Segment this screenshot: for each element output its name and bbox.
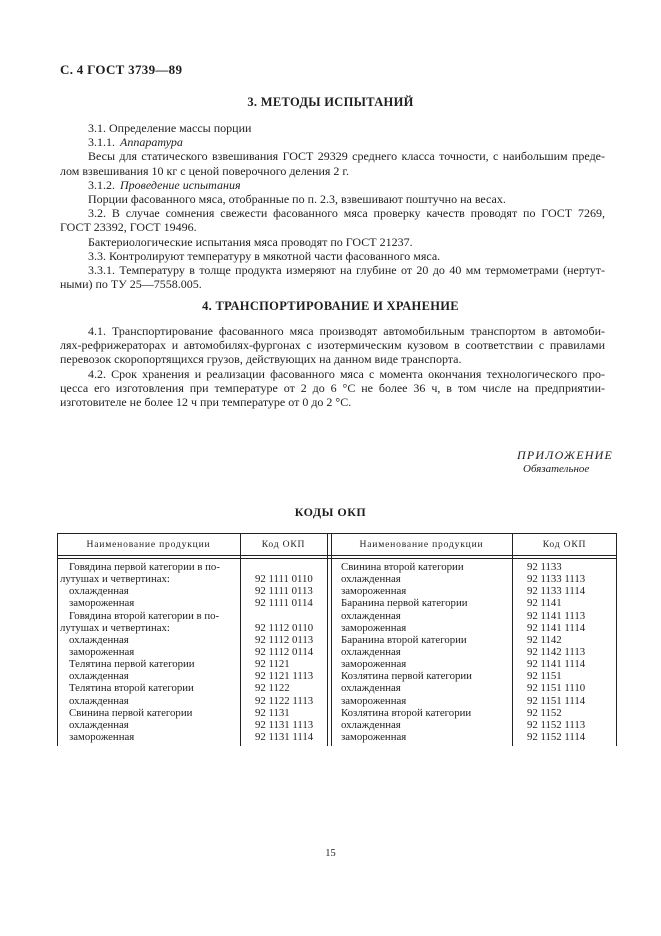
column-header-name-right: Наименование продукции (359, 539, 484, 550)
table-row (57, 658, 617, 670)
okp-code-left: 92 1111 0113 (255, 585, 313, 598)
product-name-right: охлажденная (341, 573, 401, 586)
column-header-code-right: Код ОКП (542, 539, 587, 550)
product-name-left: охлажденная (69, 694, 129, 707)
okp-code-left: 92 1131 (255, 706, 290, 719)
table-row (57, 610, 617, 622)
product-name-left: Говядина первой категории в по- (69, 561, 220, 573)
okp-code-right: 92 1142 1113 (527, 645, 586, 658)
product-name-right: замороженная (341, 730, 407, 743)
clause-title-italic: Проведение испытания (120, 177, 241, 192)
product-name-right: Баранина первой категории (341, 597, 468, 610)
okp-code-left: 92 1111 0114 (255, 597, 313, 610)
section-4-title: 4. ТРАНСПОРТИРОВАНИЕ И ХРАНЕНИЕ (202, 299, 459, 313)
paragraph-line: цесса его изготовления при температуре от 2 до 6 °С не более 36 ч, в том числе на предприятии- (60, 380, 605, 395)
okp-codes-table (57, 533, 617, 747)
paragraph-line: 3.3. Контролируют температуру в мякотной части фасованного мяса. (88, 248, 441, 263)
appendix-label: ПРИЛОЖЕНИЕ (517, 448, 613, 462)
page-header: С. 4 ГОСТ 3739—89 (60, 62, 183, 77)
paragraph-line: 4.1. Транспортирование фасованного мяса производят автомобильным транспортом в автомоби- (88, 324, 605, 338)
okp-code-left: 92 1131 1113 (255, 718, 314, 731)
okp-table-title: КОДЫ ОКП (294, 505, 367, 519)
okp-code-right: 92 1141 1114 (527, 658, 586, 671)
table-row (57, 646, 617, 658)
okp-code-left: 92 1131 1114 (255, 730, 314, 743)
product-name-left: замороженная (69, 730, 135, 743)
okp-code-right: 92 1141 1114 (527, 621, 586, 634)
okp-code-left: 92 1112 0114 (255, 645, 314, 658)
okp-code-right: 92 1133 (527, 561, 562, 573)
product-name-left: замороженная (69, 645, 135, 658)
table-row (57, 597, 617, 609)
table-row (57, 561, 617, 573)
paragraph-line: Бактериологические испытания мяса проводят по ГОСТ 21237. (88, 234, 413, 249)
product-name-left: охлажденная (69, 585, 129, 598)
okp-code-right: 92 1151 (527, 670, 562, 683)
okp-code-left: 92 1122 1113 (255, 694, 314, 707)
product-name-right: замороженная (341, 585, 407, 598)
table-row (57, 682, 617, 694)
table-row (57, 573, 617, 585)
table-header-rule-2 (57, 558, 617, 559)
paragraph-line: Порции фасованного мяса, отобранные по п. 2.3, взвешивают поштучно на весах. (88, 191, 506, 206)
okp-code-left: 92 1112 0113 (255, 633, 314, 646)
product-name-right: замороженная (341, 658, 407, 671)
paragraph-line: 3.3.1. Температуру в толще продукта измеряют на глубине от 20 до 40 мм термометрами (нертут- (88, 262, 605, 277)
product-name-right: Козлятина второй категории (341, 706, 472, 719)
product-name-right: охлажденная (341, 609, 401, 622)
okp-code-left: 92 1111 0110 (255, 573, 313, 586)
section-3-title: 3. МЕТОДЫ ИСПЫТАНИЙ (247, 95, 414, 109)
table-row (57, 731, 617, 743)
column-header-code-left: Код ОКП (261, 539, 306, 550)
table-row (57, 707, 617, 719)
product-name-right: охлажденная (341, 645, 401, 658)
paragraph-line: ными) по ТУ 25—7558.005. (60, 277, 202, 292)
paragraph-line (60, 135, 605, 149)
okp-code-right: 92 1152 1114 (527, 730, 586, 743)
clause-title-italic: Аппаратура (120, 135, 183, 150)
okp-code-right: 92 1142 (527, 633, 562, 646)
page-number: 15 (325, 848, 336, 859)
product-name-left: Телятина первой категории (69, 658, 195, 671)
table-row (57, 670, 617, 682)
product-name-right: замороженная (341, 621, 407, 634)
product-name-left: лутушах и четвертинах: (60, 573, 170, 586)
appendix-sublabel: Обязательное (523, 463, 590, 475)
okp-code-right: 92 1141 (527, 597, 562, 610)
okp-code-right: 92 1133 1113 (527, 573, 586, 586)
paragraph-line: ГОСТ 23392, ГОСТ 19496. (60, 220, 197, 235)
okp-code-right: 92 1141 1113 (527, 609, 586, 622)
paragraph-line: лях-рефрижераторах и автомобилях-фургонах с изотермическим кузовом в соответствии с правилами (60, 338, 605, 353)
product-name-right: Свинина второй категории (341, 561, 464, 573)
okp-code-left: 92 1121 1113 (255, 670, 314, 683)
section-4-body (60, 324, 605, 409)
appendix-block (517, 448, 613, 477)
okp-table-rows (57, 561, 617, 743)
okp-code-right: 92 1152 1113 (527, 718, 586, 731)
paragraph-line: лом взвешивания 10 кг с ценой поверочного деления 2 г. (60, 163, 350, 178)
product-name-right: Баранина второй категории (341, 633, 467, 646)
okp-code-left: 92 1121 (255, 658, 290, 671)
table-top-border (57, 533, 617, 534)
okp-code-left: 92 1122 (255, 682, 290, 695)
paragraph-line: 3.2. В случае сомнения свежести фасованного мяса проверку качеств проводят по ГОСТ 7269, (88, 206, 605, 221)
table-row (57, 585, 617, 597)
table-row (57, 634, 617, 646)
product-name-left: охлажденная (69, 670, 129, 683)
paragraph-line: 4.2. Срок хранения и реализации фасованного мяса с момента окончания технологического про- (88, 366, 605, 381)
okp-code-right: 92 1152 (527, 706, 562, 719)
okp-code-right: 92 1151 1114 (527, 694, 586, 707)
section-3-body (60, 121, 605, 291)
product-name-right: Козлятина первой категории (341, 670, 472, 683)
paragraph-line: изготовителе не более 12 ч при температуре от 0 до 2 °С. (60, 394, 352, 409)
paragraph-line (60, 178, 605, 192)
table-header-rule-1 (57, 555, 617, 556)
product-name-left: Говядина второй категории в по- (69, 609, 220, 622)
product-name-left: Свинина первой категории (69, 706, 193, 719)
product-name-right: охлажденная (341, 682, 401, 695)
product-name-left: охлажденная (69, 633, 129, 646)
column-header-name-left: Наименование продукции (86, 539, 211, 550)
table-row (57, 622, 617, 634)
paragraph-line: 3.1. Определение массы порции (88, 121, 252, 135)
okp-code-right: 92 1151 1110 (527, 682, 586, 695)
paragraph-line: Весы для статического взвешивания ГОСТ 29329 среднего класса точности, с наибольшим преде- (88, 149, 605, 164)
okp-code-left: 92 1112 0110 (255, 621, 314, 634)
clause-number: 3.1.1. (88, 135, 115, 150)
okp-code-right: 92 1133 1114 (527, 585, 586, 598)
okp-table-header (57, 538, 617, 552)
product-name-right: замороженная (341, 694, 407, 707)
product-name-left: лутушах и четвертинах: (60, 621, 170, 634)
product-name-left: замороженная (69, 597, 135, 610)
product-name-left: охлажденная (69, 718, 129, 731)
clause-number: 3.1.2. (88, 177, 115, 192)
product-name-right: охлажденная (341, 718, 401, 731)
table-row (57, 695, 617, 707)
product-name-left: Телятина второй категории (69, 682, 194, 695)
table-row (57, 719, 617, 731)
paragraph-line: перевозок скоропортящихся грузов, действующих на данном виде транспорта. (60, 352, 462, 367)
